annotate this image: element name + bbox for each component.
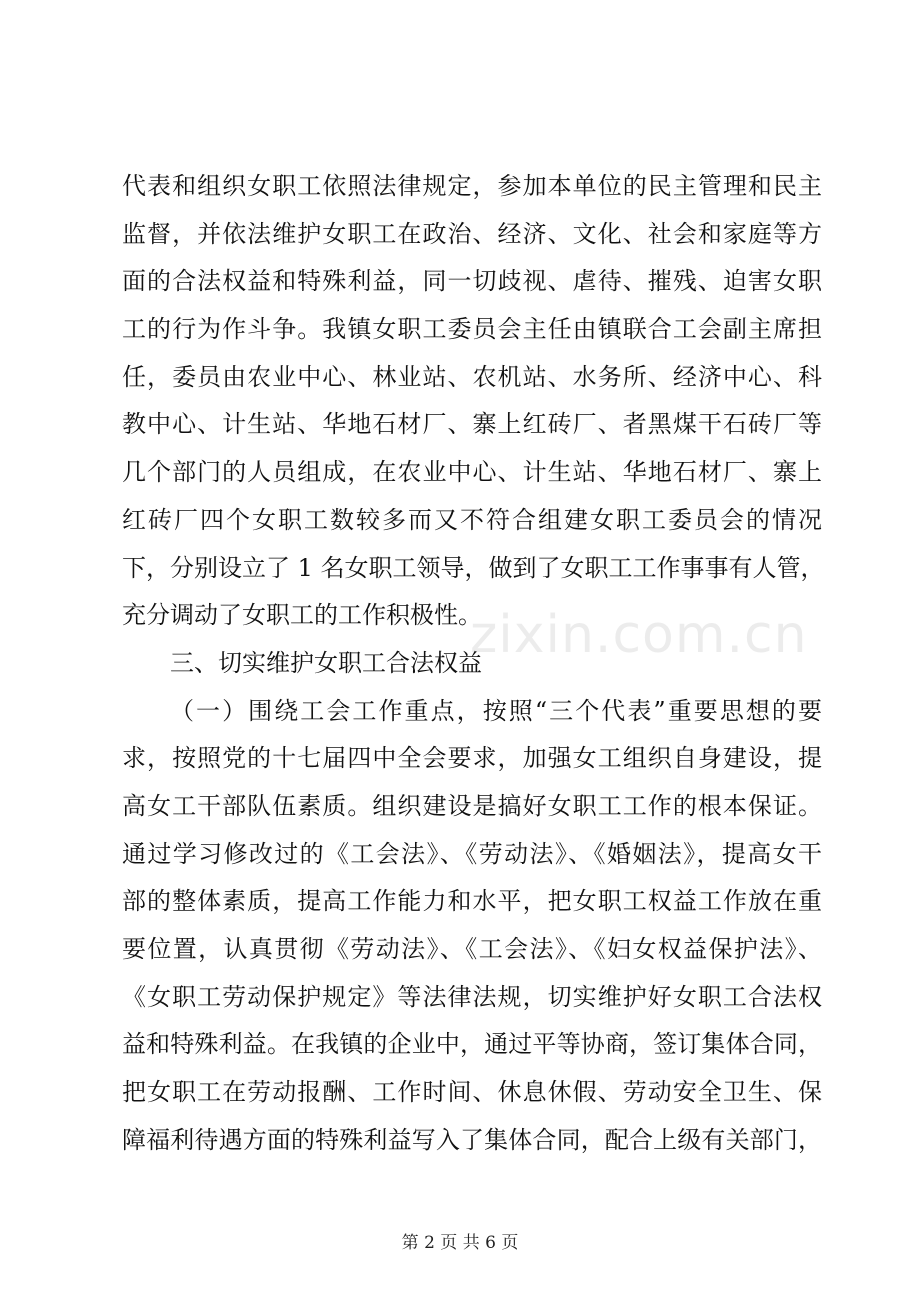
text-line: 监督，并依法维护女职工在政治、经济、文化、社会和家庭等方 xyxy=(122,219,822,248)
text-line: 障福利待遇方面的特殊利益写入了集体合同，配合上级有关部门， xyxy=(122,1125,822,1154)
text-line: 把女职工在劳动报酬、工作时间、休息休假、劳动安全卫生、保 xyxy=(122,1078,822,1107)
text-line: （一）围绕工会工作重点，按照“三个代表”重要思想的要 xyxy=(170,696,822,725)
text-line: 高女工干部队伍素质。组织建设是搞好女职工工作的根本保证。 xyxy=(122,791,822,820)
text-line: 充分调动了女职工的工作积极性。 xyxy=(122,601,482,630)
text-line: 通过学习修改过的《工会法》、《劳动法》、《婚姻法》，提高女干 xyxy=(122,839,822,868)
text-line: 部的整体素质，提高工作能力和水平，把女职工权益工作放在重 xyxy=(122,887,822,916)
section-heading: 三、切实维护女职工合法权益 xyxy=(170,648,482,677)
text-line: 面的合法权益和特殊利益，同一切歧视、虐待、摧残、迫害女职 xyxy=(122,267,822,296)
text-line: 任，委员由农业中心、林业站、农机站、水务所、经济中心、科 xyxy=(122,362,822,391)
text-line: 益和特殊利益。在我镇的企业中，通过平等协商，签订集体合同， xyxy=(122,1030,822,1059)
text-line: 《女职工劳动保护规定》等法律法规，切实维护好女职工合法权 xyxy=(122,982,822,1011)
text-line: 几个部门的人员组成，在农业中心、计生站、华地石材厂、寨上 xyxy=(122,458,822,487)
text-line: 代表和组织女职工依照法律规定，参加本单位的民主管理和民主 xyxy=(122,172,822,200)
text-line: 求，按照党的十七届四中全会要求，加强女工组织自身建设，提 xyxy=(122,744,822,773)
document-body xyxy=(122,163,825,1164)
watermark-logo: zixin.com.cn xyxy=(470,605,808,665)
text-line: 工的行为作斗争。我镇女职工委员会主任由镇联合工会副主席担 xyxy=(122,315,822,344)
text-line: 要位置，认真贯彻《劳动法》、《工会法》、《妇女权益保护法》、 xyxy=(122,935,822,963)
text-line: 下，分别设立了 1 名女职工领导，做到了女职工工作事事有人管， xyxy=(122,553,825,582)
text-line: 红砖厂四个女职工数较多而又不符合组建女职工委员会的情况 xyxy=(122,505,822,534)
page-footer: 第 2 页 共 6 页 xyxy=(401,1233,519,1253)
text-line: 教中心、计生站、华地石材厂、寨上红砖厂、者黑煤干石砖厂等 xyxy=(122,410,822,439)
